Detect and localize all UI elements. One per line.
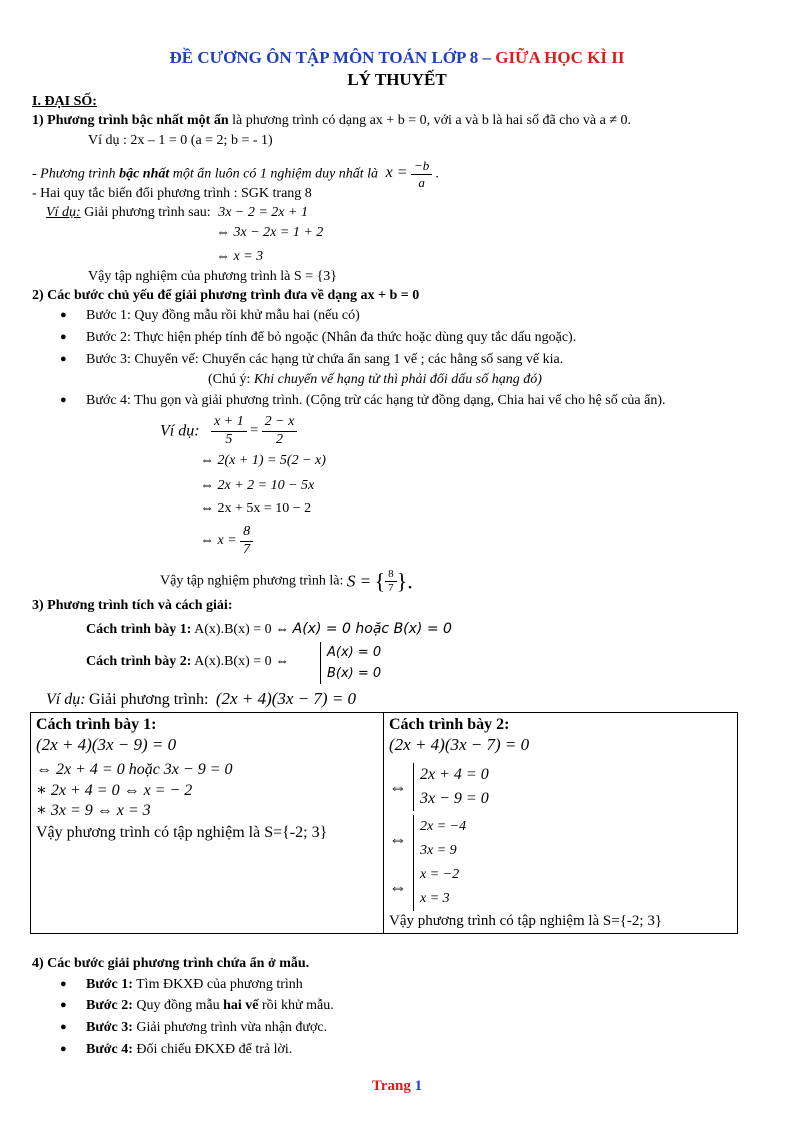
example3-eq: (2x + 4)(3x − 7) = 0 <box>215 689 357 708</box>
note-part-b: bậc nhất <box>119 166 170 182</box>
definition-paragraph <box>32 113 631 130</box>
iff-symbol: ⇔ <box>389 877 407 897</box>
example2-label: Ví dụ: <box>160 422 200 440</box>
step-text-a: Quy đồng mẫu <box>136 998 220 1013</box>
way1-text: A(x).B(x) = 0 ⇔ <box>194 622 290 637</box>
fraction-8-over-7 <box>240 524 253 559</box>
fraction-den: 7 <box>388 582 394 595</box>
fraction-num: x + 1 <box>211 414 247 432</box>
example-text: Giải phương trình sau: <box>84 205 211 220</box>
title-blue: ĐỀ CƯƠNG ÔN TẬP MÔN TOÁN LỚP 8 – <box>169 48 491 67</box>
step-text: Đối chiếu ĐKXĐ để trả lời. <box>136 1042 293 1057</box>
note-italic: Khi chuyển vế hạng tử thì phải đổi dấu số hạng đó) <box>253 372 542 387</box>
system1-line-b: 3x − 9 = 0 <box>420 790 489 807</box>
note-prefix: (Chú ý: <box>208 372 251 387</box>
step-label: Bước 1: <box>86 977 133 992</box>
table-right-l1: (2x + 4)(3x − 7) = 0 <box>389 735 530 754</box>
fraction-x-plus-1-over-5 <box>211 414 247 449</box>
note-x: x = <box>385 164 408 182</box>
system2-line-b: 3x = 9 <box>420 843 457 858</box>
table-left-l5: Vậy phương trình có tập nghiệm là S={-2; 3} <box>36 824 328 841</box>
way1-label: Cách trình bày 1: <box>86 622 192 637</box>
fraction-2-minus-x-over-2 <box>262 414 298 449</box>
system-line-2: B(x) = 0 <box>327 666 382 681</box>
definition-example: Ví dụ : 2x – 1 = 0 (a = 2; b = - 1) <box>88 133 273 148</box>
example-eq2: ⇔ 3x − 2x = 1 + 2 <box>216 225 324 240</box>
note-dot: . <box>435 166 440 182</box>
fraction-num: −b <box>411 158 432 175</box>
example2-eq3: ⇔ 2x + 5x = 10 − 2 <box>200 501 312 516</box>
step-4: Bước 4: Thu gọn và giải phương trình. (Cộng trừ các hạng tử đồng dạng, Chia hai vế cho hệ số của ẩn). <box>86 393 666 408</box>
system2-line-a: 2x = −4 <box>420 819 467 834</box>
bullet-icon: ● <box>60 309 67 321</box>
bullet-icon: ● <box>60 978 67 990</box>
bullet-icon: ● <box>60 353 67 365</box>
solution-S: S = <box>346 571 372 591</box>
page-title <box>0 48 794 68</box>
page-label: Trang <box>371 1078 411 1094</box>
fraction-den: 2 <box>275 431 283 447</box>
title-red: GIỮA HỌC KÌ II <box>495 48 625 67</box>
table-right-head: Cách trình bày 2: <box>389 716 510 733</box>
step-3: Bước 3: Chuyển vế: Chuyển các hạng tử chứa ẩn sang 1 vế ; các hằng số sang vế kia. <box>86 352 564 367</box>
way2-text: A(x).B(x) = 0 ⇔ <box>194 654 290 669</box>
example3-label: Ví dụ: <box>46 691 86 708</box>
page-footer <box>0 1077 794 1095</box>
eq4-prefix: ⇔ x = <box>200 532 237 548</box>
table-left-l2: ⇔ 2x + 4 = 0 hoặc 3x − 9 = 0 <box>36 761 233 778</box>
way1-line <box>86 621 452 639</box>
way2-label: Cách trình bày 2: <box>86 654 192 669</box>
system3-line-b: x = 3 <box>420 891 450 906</box>
example2-first-line <box>160 414 297 449</box>
note-part-c: một ẩn luôn có 1 nghiệm duy nhất là <box>172 166 379 182</box>
table-right-system-1 <box>413 763 489 811</box>
example-eq1: 3x − 2 = 2x + 1 <box>218 205 308 220</box>
note-part-a: - Phương trình <box>32 166 116 182</box>
bullet-icon: ● <box>60 1021 67 1033</box>
table-left-l1: (2x + 4)(3x − 9) = 0 <box>36 735 177 754</box>
equal-sign: = <box>250 422 259 438</box>
page-subtitle: LÝ THUYẾT <box>347 70 447 89</box>
way1-math: A(x) = 0 hoặc B(x) = 0 <box>292 621 452 637</box>
bullet-icon: ● <box>60 331 67 343</box>
table-left-l3: ∗ 2x + 4 = 0 ⇔ x = − 2 <box>36 782 193 799</box>
way2-system <box>320 642 381 684</box>
sec4-step-4 <box>86 1042 292 1059</box>
step-3-note <box>208 372 542 389</box>
fraction-num: 8 <box>240 524 253 542</box>
system3-line-a: x = −2 <box>420 867 460 882</box>
table-right-solution: Vậy phương trình có tập nghiệm là S={-2; 3} <box>389 913 663 929</box>
bullet-icon: ● <box>60 999 67 1011</box>
table-right-system-3 <box>413 863 459 911</box>
table-divider <box>383 713 384 933</box>
fraction-8-over-7-set <box>385 568 397 595</box>
fraction-den: a <box>418 174 425 190</box>
fraction-den: 7 <box>243 541 251 557</box>
example3-line <box>46 689 356 710</box>
transform-rules: - Hai quy tắc biến đổi phương trình : SGK trang 8 <box>32 186 312 201</box>
fraction-num: 2 − x <box>262 414 298 432</box>
iff-symbol: ⇔ <box>389 829 407 849</box>
step-label: Bước 4: <box>86 1042 133 1057</box>
system1-line-a: 2x + 4 = 0 <box>420 766 489 783</box>
definition-term: 1) Phương trình bậc nhất một ẩn <box>32 113 229 128</box>
solution-table <box>30 712 738 934</box>
section4-heading: 4) Các bước giải phương trình chứa ẩn ở mẫu. <box>32 956 310 971</box>
example-label: Ví dụ: <box>46 205 81 220</box>
example2-eq1: ⇔ 2(x + 1) = 5(2 − x) <box>200 453 326 468</box>
step-label: Bước 2: <box>86 998 133 1013</box>
bullet-icon: ● <box>60 1043 67 1055</box>
step-text-b: rồi khử mẫu. <box>261 998 334 1013</box>
example-eq3: ⇔ x = 3 <box>216 249 264 264</box>
section-heading-algebra: I. ĐẠI SỐ: <box>32 94 97 109</box>
section3-heading: 3) Phương trình tích và cách giải: <box>32 598 233 613</box>
brace-open: { <box>374 568 386 594</box>
step-text-bold: hai vế <box>223 998 259 1013</box>
step-1: Bước 1: Quy đồng mẫu rồi khử mẫu hai (nếu có) <box>86 308 360 323</box>
sec4-step-3 <box>86 1020 327 1037</box>
sec4-step-1 <box>86 977 303 994</box>
bullet-icon: ● <box>60 394 67 406</box>
section2-heading: 2) Các bước chủ yếu để giải phương trình đưa về dạng ax + b = 0 <box>32 288 420 303</box>
table-left-head: Cách trình bày 1: <box>36 716 157 733</box>
fraction-minus-b-over-a <box>411 158 432 190</box>
system-line-1: A(x) = 0 <box>327 645 382 660</box>
solution-prefix: Vậy tập nghiệm phương trình là: <box>160 573 344 589</box>
way2-line <box>86 654 289 671</box>
fraction-num: 8 <box>385 568 397 582</box>
step-text: Giải phương trình vừa nhận được. <box>136 1020 328 1035</box>
example1-line <box>46 205 308 222</box>
iff-symbol: ⇔ <box>389 777 407 797</box>
example2-solution <box>160 568 413 595</box>
example3-text: Giải phương trình: <box>89 691 209 708</box>
step-2: Bước 2: Thực hiện phép tính để bỏ ngoặc (Nhân đa thức hoặc dùng quy tắc dấu ngoặc). <box>86 330 577 345</box>
definition-text: là phương trình có dạng ax + b = 0, với a và b là hai số đã cho và a ≠ 0. <box>232 113 632 128</box>
page-number: 1 <box>414 1078 423 1094</box>
sec4-step-2 <box>86 998 334 1015</box>
step-text: Tìm ĐKXĐ của phương trình <box>136 977 303 992</box>
fraction-den: 5 <box>225 431 233 447</box>
brace-close: }. <box>396 568 413 594</box>
table-left-l4: ∗ 3x = 9 ⇔ x = 3 <box>36 802 151 819</box>
step-label: Bước 3: <box>86 1020 133 1035</box>
example2-eq4 <box>200 524 253 559</box>
example-solution: Vậy tập nghiệm của phương trình là S = {3} <box>88 269 338 284</box>
example2-eq2: ⇔ 2x + 2 = 10 − 5x <box>200 478 315 493</box>
table-right-system-2 <box>413 815 466 863</box>
